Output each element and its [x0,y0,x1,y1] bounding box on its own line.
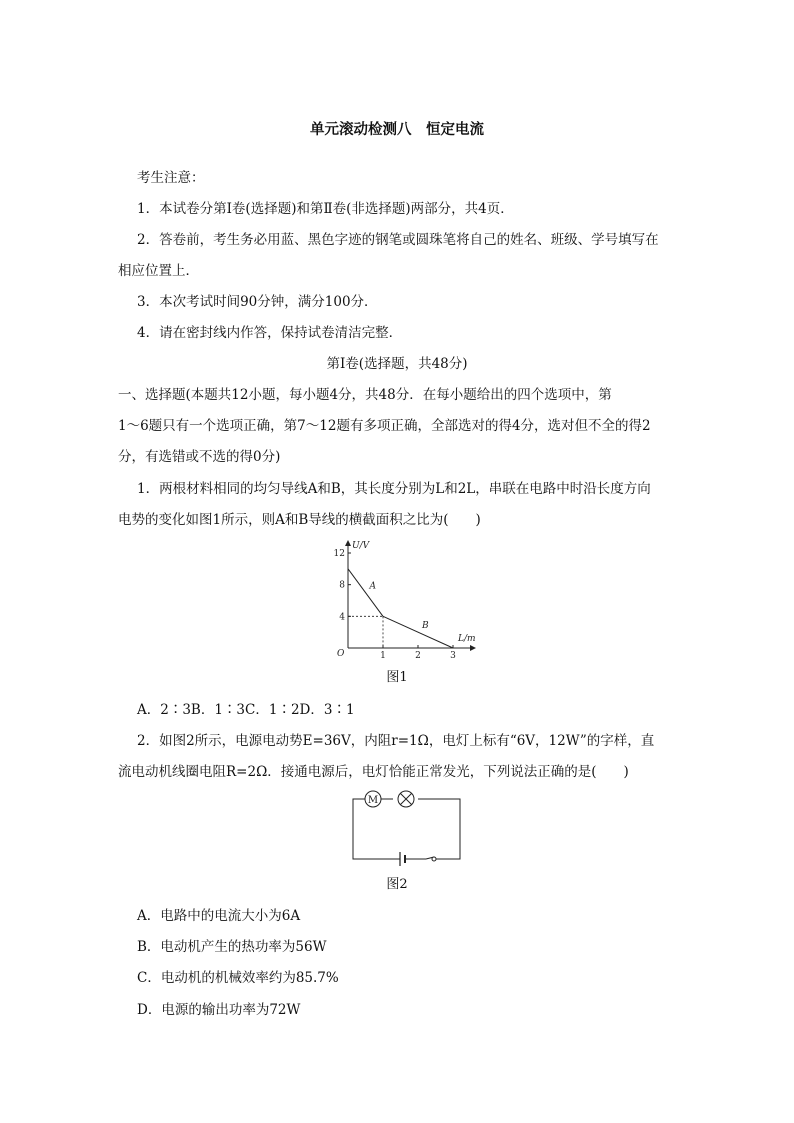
figure-2-caption: 图2 [386,877,408,892]
x-tick-label: 3 [450,651,456,661]
x-tick-label: 1 [380,651,386,661]
question-1-text: 1．两根材料相同的均匀导线A和B，其长度分别为L和2L，串联在电路中时沿长度方向 [137,481,651,497]
question-1-options: A．2∶3B．1∶3C．1∶2D．3∶1 [137,702,355,718]
motor-label: M [367,795,379,806]
switch-icon [432,857,436,861]
x-tick-label: 2 [415,651,421,661]
question-2-text: 流电动机线圈电阻R=2Ω．接通电源后，电灯恰能正常发光，下列说法正确的是( ) [118,764,629,780]
question-2-option: A．电路中的电流大小为6A [137,908,301,924]
notice-item: 1．本试卷分第Ⅰ卷(选择题)和第Ⅱ卷(非选择题)两部分，共4页． [137,201,514,217]
section-intro: 分，有选错或不选的得0分) [118,449,281,465]
question-1-text: 电势的变化如图1所示，则A和B导线的横截面积之比为( ) [118,512,481,528]
notice-heading: 考生注意： [137,170,205,186]
y-tick-label: 4 [339,612,345,623]
notice-item: 2．答卷前，考生务必用蓝、黑色字迹的钢笔或圆珠笔将自己的姓名、班级、学号填写在 [137,232,659,248]
x-axis-label: L/m [458,634,476,644]
figure-1-chart [330,538,490,663]
series-line-A [348,569,383,617]
question-2-option: B．电动机产生的热功率为56W [137,939,327,955]
question-2-option: C．电动机的机械效率约为85.7% [137,970,339,986]
y-tick-label: 8 [339,580,345,591]
y-axis-label: U/V [352,541,370,551]
series-line-B [383,616,453,648]
y-axis-arrow [345,540,351,546]
origin-label: O [337,649,345,659]
page-title: 单元滚动检测八 恒定电流 [310,121,484,138]
section-intro: 一、选择题(本题共12小题，每小题4分，共48分．在每小题给出的四个选项中，第 [118,387,612,403]
figure-1-caption: 图1 [386,670,408,685]
circuit-wire [353,799,390,859]
notice-item: 4．请在密封线内作答，保持试卷清洁完整． [137,325,403,341]
y-tick-label: 12 [333,549,345,559]
question-2-option: D．电源的输出功率为72W [137,1002,301,1018]
series-label-B: B [422,621,429,632]
question-2-text: 2．如图2所示，电源电动势E=36V，内阻r=1Ω，电灯上标有“6V，12W”的字样，直 [137,733,655,749]
section-intro: 1～6题只有一个选项正确，第7～12题有多项正确，全部选对的得4分，选对但不全的得2 [118,418,651,434]
notice-item: 3．本次考试时间90分钟，满分100分． [137,294,378,310]
section-header: 第Ⅰ卷(选择题，共48分) [326,356,468,372]
notice-item: 相应位置上． [118,263,199,279]
figure-2-circuit [348,787,468,867]
series-label-A: A [369,581,376,592]
circuit-wire [418,799,460,859]
x-axis-arrow [470,645,476,651]
